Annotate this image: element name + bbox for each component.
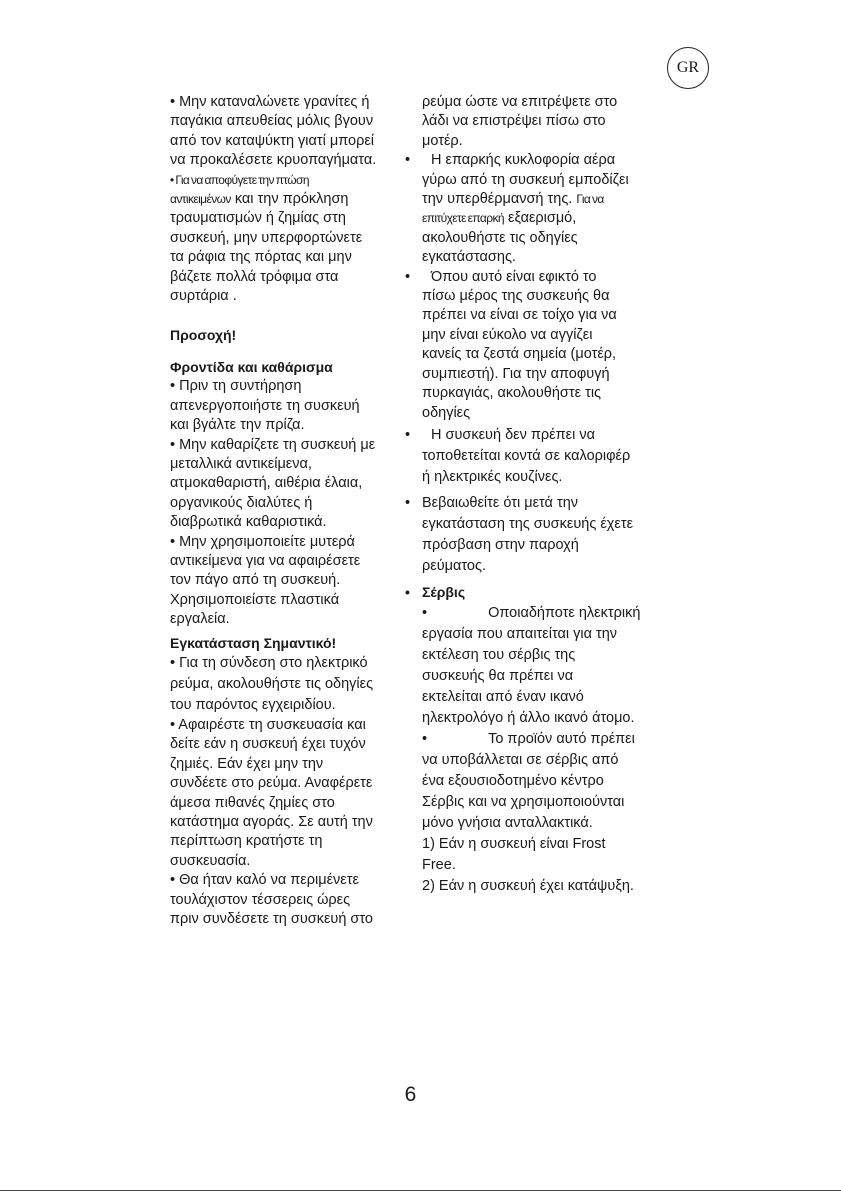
text-line: του παρόντος εγχειριδίου. [170, 696, 336, 713]
page-number: 6 [404, 1083, 417, 1106]
text-line: ή ηλεκτρικές κουζίνες. [422, 468, 563, 485]
text-line [405, 268, 665, 287]
text-span: Βεβαιωθείτε ότι μετά την [422, 494, 579, 511]
text-line: ρεύμα, ακολουθήστε τις οδηγίες [170, 675, 374, 692]
text-line: εργαλεία. [170, 611, 230, 628]
paragraph-continuation [405, 93, 665, 151]
text-line [405, 151, 665, 170]
paragraph-shelves [170, 171, 396, 307]
text-line: συσκευή, μην υπερφορτώνετε [170, 229, 363, 246]
text-line: παγάκια απευθείας μόλις βγουν [170, 113, 374, 130]
text-line: • Θα ήταν καλό να περιμένετε [170, 872, 359, 889]
text-line: συρτάρια . [170, 288, 237, 305]
text-line: • Για τη σύνδεση στο ηλεκτρικό [170, 654, 368, 671]
text-line: μην είναι εύκολο να αγγίζει [422, 326, 593, 343]
text-span: Όπου αυτό είναι εφικτό το [431, 268, 597, 285]
bullet-marker: • [405, 426, 411, 443]
text-line: 1) Εάν η συσκευή είναι Frost [422, 835, 606, 852]
text-line: μόνο γνήσια ανταλλακτικά. [422, 814, 593, 831]
text-line [405, 190, 665, 209]
heading-installation: Εγκατάσταση Σημαντικό! [170, 634, 337, 651]
text-span: Το προϊόν αυτό πρέπει [488, 730, 635, 747]
heading-attention: Προσοχή! [170, 327, 237, 344]
paragraph-care [170, 377, 396, 629]
text-line: συσκευής θα πρέπει να [422, 667, 574, 684]
text-span: Η συσκευή δεν πρέπει να [431, 426, 595, 443]
text-line: λάδι να επιστρέψει πίσω στο [422, 113, 606, 130]
text-line: πρόσβαση στην παροχή [422, 536, 579, 553]
text-line: πριν συνδέσετε τη συσκευή στο [170, 911, 373, 928]
text-line: εκτελείται από έναν ικανό [422, 688, 584, 705]
text-line [422, 603, 665, 624]
text-line: να προκαλέσετε κρυοπαγήματα. [170, 152, 377, 169]
text-line: • Πριν τη συντήρηση [170, 378, 302, 395]
text-line: απενεργοποιήστε τη συσκευή [170, 397, 360, 414]
service-electrical [405, 603, 665, 729]
heading-service-text: Σέρβις [422, 583, 466, 600]
text-line: ατμοκαθαριστή, αιθέρια έλαια, [170, 475, 363, 492]
text-line: ηλεκτρολόγο ή άλλο ικανό άτομο. [422, 709, 635, 726]
text-line: συνδέετε στο ρεύμα. Αναφέρετε [170, 775, 373, 792]
text-line: δείτε εάν η συσκευή έχει τυχόν [170, 736, 366, 753]
text-line: τοποθετείται κοντά σε καλοριφέρ [422, 447, 631, 464]
left-column [170, 93, 396, 929]
condensed-text: • Για να αποφύγετε την πτώση [170, 172, 309, 187]
text-line: γύρω από τη συσκευή εμποδίζει [422, 171, 629, 188]
text-line: • Μην καταναλώνετε γρανίτες ή [170, 94, 370, 110]
paragraph-install-connection [170, 653, 396, 716]
bullet-marker: • [422, 604, 428, 621]
text-line: κανείς τα ζεστά σημεία (μοτέρ, [422, 346, 617, 363]
condensed-text: Για να [576, 192, 604, 207]
bullet-marker: • [405, 583, 410, 600]
heading-service [405, 582, 665, 603]
text-line: • Μην χρησιμοποιείτε μυτερά [170, 533, 355, 550]
text-line: πίσω μέρος της συσκευής θα [422, 288, 610, 305]
text-line: άμεσα πιθανές ζημίες στο [170, 794, 335, 811]
text-line: • Αφαιρέστε τη συσκευασία και [170, 716, 366, 733]
text-line: κατάστημα αγοράς. Σε αυτή την [170, 814, 373, 830]
condensed-text: αντικειμένων [170, 192, 231, 207]
text-line: Σέρβις και να χρησιμοποιούνται [422, 793, 625, 810]
text-line [170, 171, 396, 190]
text-line: αντικείμενα για να αφαιρέσετε [170, 552, 361, 569]
text-line: και βγάλτε την πρίζα. [170, 417, 305, 434]
paragraph-granita [170, 93, 396, 171]
text-line: εγκατάστασης. [422, 249, 516, 266]
text-line: εκτέλεση του σέρβις της [422, 646, 576, 663]
text-line: βάζετε πολλά τρόφιμα στα [170, 268, 339, 285]
text-line [405, 209, 665, 228]
text-line: από τον καταψύκτη γιατί μπορεί [170, 132, 375, 149]
text-line: Free. [422, 856, 456, 873]
text-line: Χρησιμοποιείστε πλαστικά [170, 591, 340, 608]
bullet-marker: • [422, 730, 428, 747]
text-line: τραυματισμών ή ζημίας στη [170, 210, 346, 227]
text-line [422, 729, 665, 750]
text-line: μοτέρ. [422, 132, 463, 149]
text-line: ρεύμα ώστε να επιτρέψετε στο [422, 94, 618, 110]
text-span: Οποιαδήποτε ηλεκτρική [488, 604, 641, 621]
text-span: και την πρόκληση [230, 191, 349, 208]
text-line: πρέπει να είναι σε τοίχο για να [422, 307, 617, 324]
text-line: διαβρωτικά καθαριστικά. [170, 514, 327, 531]
paragraph-install-unpack [170, 716, 396, 929]
right-column [405, 93, 665, 897]
text-line: τα ράφια της πόρτας και μην [170, 249, 352, 266]
bullet-marker: • [405, 268, 411, 285]
text-line [405, 425, 665, 446]
text-span: την υπερθέρμανσή της. [422, 191, 577, 208]
language-badge: GR [667, 47, 709, 89]
text-line [405, 493, 665, 514]
text-line: πυρκαγιάς, ακολουθήστε τις [422, 385, 602, 402]
text-line: ένα εξουσιοδοτημένο κέντρο [422, 772, 604, 789]
text-line: τουλάχιστον τέσσερεις ώρες [170, 891, 351, 908]
bullet-marker: • [405, 494, 411, 511]
text-line: ζημιές. Εάν έχει μην την [170, 755, 324, 772]
text-span: Η επαρκής κυκλοφορία αέρα [431, 152, 616, 169]
text-line: συμπιεστή). Για την αποφυγή [422, 365, 610, 382]
text-line: εγκατάσταση της συσκευής έχετε [422, 515, 634, 532]
bullet-power-access [405, 493, 665, 577]
text-line: περίπτωση κρατήστε τη [170, 833, 323, 850]
text-line: 2) Εάν η συσκευή έχει κατάψυξη. [422, 877, 634, 894]
text-line: τον πάγο από τη συσκευή. [170, 572, 341, 589]
text-line: μεταλλικά αντικείμενα, [170, 455, 312, 472]
text-line: οργανικούς διαλύτες ή [170, 494, 313, 511]
text-span: εξαερισμό, [503, 210, 577, 227]
bullet-marker: • [405, 152, 411, 169]
text-line: ρεύματος. [422, 557, 486, 574]
text-line: οδηγίες [422, 404, 471, 421]
text-line: • Μην καθαρίζετε τη συσκευή με [170, 436, 376, 453]
condensed-text: επιτύχετε επαρκή [422, 211, 504, 226]
text-line: να υποβάλλεται σε σέρβις από [422, 751, 619, 768]
bullet-air-circulation [405, 151, 665, 267]
heading-care-cleaning: Φροντίδα και καθάρισμα [170, 358, 333, 375]
text-line: ακολουθήστε τις οδηγίες [422, 229, 578, 246]
text-line: συσκευασία. [170, 852, 251, 869]
service-authorized [405, 729, 665, 897]
bullet-heat-sources [405, 425, 665, 488]
text-line: εργασία που απαιτείται για την [422, 625, 618, 642]
bullet-rear-wall [405, 268, 665, 423]
text-line [170, 190, 396, 209]
